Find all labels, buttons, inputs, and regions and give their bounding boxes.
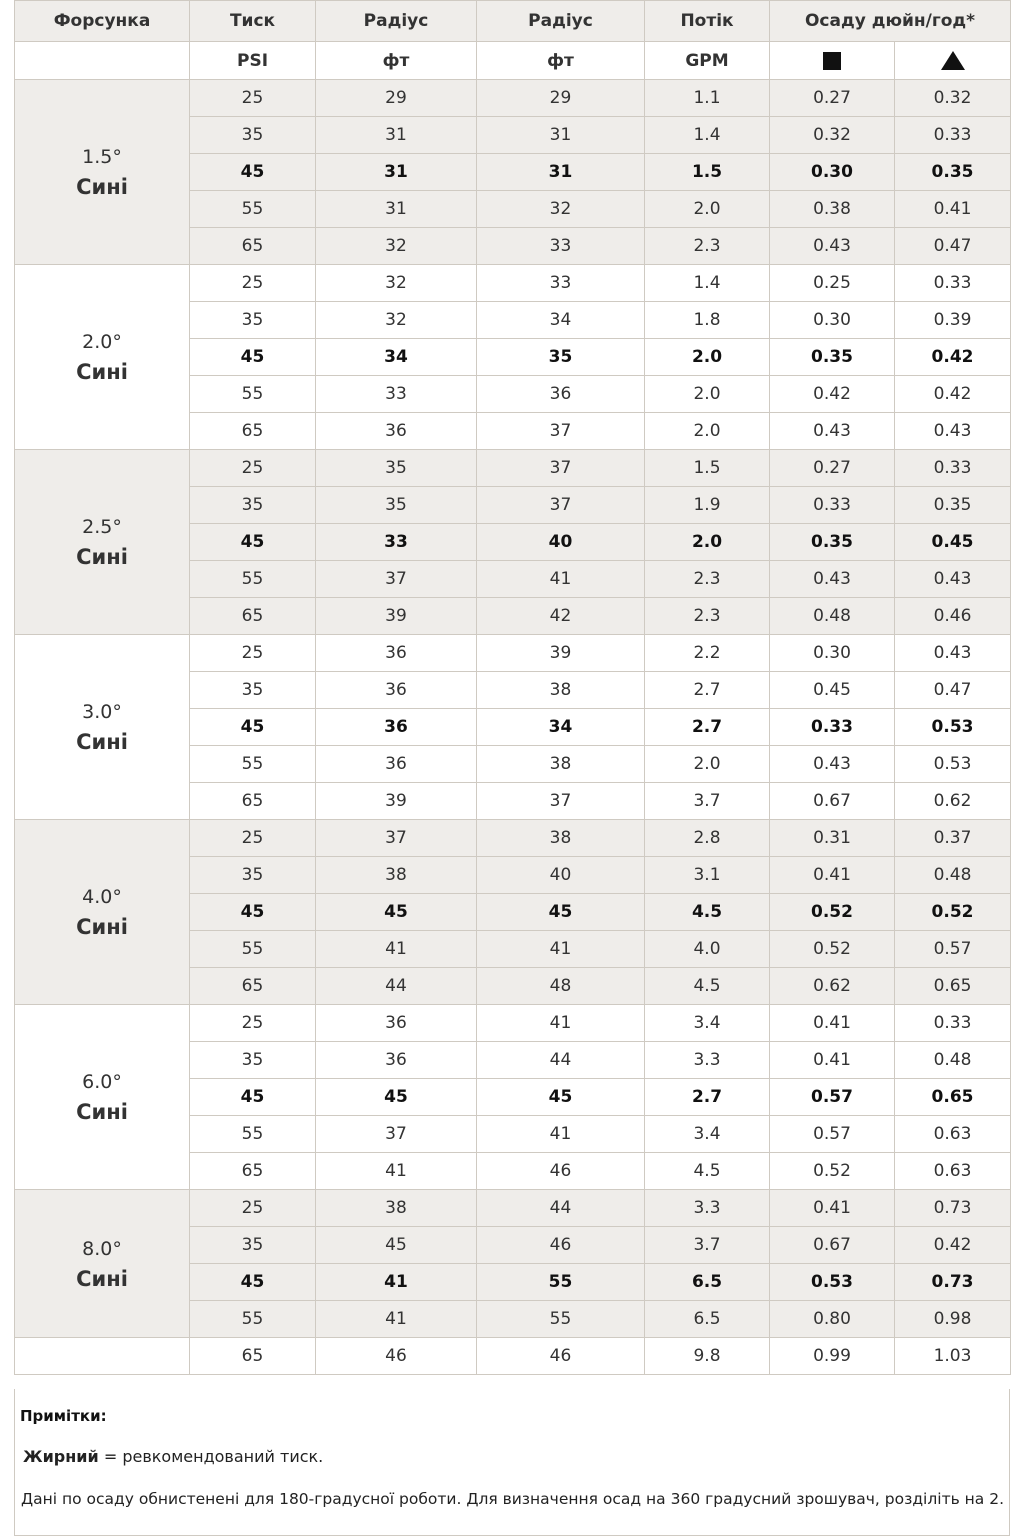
nozzle-group-label <box>15 635 190 820</box>
cell-radius-1: 38 <box>316 1190 477 1227</box>
cell-radius-2: 38 <box>477 820 645 857</box>
cell-radius-1: 38 <box>316 857 477 894</box>
cell-precip-triangle: 0.42 <box>895 1227 1011 1264</box>
cell-flow: 1.4 <box>645 117 770 154</box>
cell-flow: 2.0 <box>645 413 770 450</box>
cell-precip-square: 0.43 <box>770 746 895 783</box>
cell-radius-2: 38 <box>477 672 645 709</box>
cell-radius-1: 36 <box>316 709 477 746</box>
cell-flow: 1.1 <box>645 80 770 117</box>
table-row <box>15 635 1011 672</box>
cell-precip-triangle: 0.33 <box>895 117 1011 154</box>
cell-precip-triangle: 0.98 <box>895 1301 1011 1338</box>
nozzle-angle: 2.5° <box>82 516 122 538</box>
cell-radius-1: 33 <box>316 524 477 561</box>
cell-radius-2: 42 <box>477 598 645 635</box>
cell-pressure: 55 <box>190 746 316 783</box>
cell-flow: 2.3 <box>645 598 770 635</box>
cell-radius-2: 45 <box>477 1079 645 1116</box>
black-square-icon <box>823 52 841 70</box>
cell-precip-square: 0.52 <box>770 894 895 931</box>
cell-radius-2: 33 <box>477 228 645 265</box>
cell-radius-2: 46 <box>477 1338 645 1375</box>
cell-precip-square: 0.42 <box>770 376 895 413</box>
header-nozzle: Форсунка <box>15 1 190 42</box>
table-row <box>15 1005 1011 1042</box>
cell-pressure: 65 <box>190 228 316 265</box>
nozzle-group-label <box>15 265 190 450</box>
notes-panel <box>14 1389 1010 1536</box>
nozzle-color: Сині <box>76 360 128 384</box>
cell-radius-1: 39 <box>316 783 477 820</box>
cell-pressure: 55 <box>190 191 316 228</box>
cell-radius-1: 41 <box>316 931 477 968</box>
nozzle-color: Сині <box>76 545 128 569</box>
cell-precip-triangle: 0.33 <box>895 1005 1011 1042</box>
cell-radius-1: 44 <box>316 968 477 1005</box>
cell-flow: 2.8 <box>645 820 770 857</box>
cell-precip-triangle: 0.35 <box>895 154 1011 191</box>
table-row <box>15 450 1011 487</box>
cell-radius-2: 41 <box>477 1005 645 1042</box>
table-row <box>15 1338 1011 1375</box>
cell-flow: 2.7 <box>645 709 770 746</box>
cell-radius-1: 37 <box>316 561 477 598</box>
cell-pressure: 45 <box>190 339 316 376</box>
cell-precip-square: 0.27 <box>770 450 895 487</box>
cell-radius-1: 33 <box>316 376 477 413</box>
cell-precip-triangle: 0.32 <box>895 80 1011 117</box>
cell-precip-square: 0.80 <box>770 1301 895 1338</box>
nozzle-color: Сині <box>76 1100 128 1124</box>
cell-pressure: 45 <box>190 1079 316 1116</box>
unit-radius-2: фт <box>477 42 645 80</box>
cell-precip-square: 0.25 <box>770 265 895 302</box>
cell-pressure: 35 <box>190 487 316 524</box>
cell-precip-triangle: 0.47 <box>895 672 1011 709</box>
unit-triangle <box>895 42 1011 80</box>
cell-radius-2: 37 <box>477 413 645 450</box>
cell-precip-triangle: 0.65 <box>895 968 1011 1005</box>
cell-precip-square: 0.32 <box>770 117 895 154</box>
units-empty <box>15 42 190 80</box>
cell-pressure: 55 <box>190 1301 316 1338</box>
cell-flow: 2.0 <box>645 746 770 783</box>
nozzle-empty-cell <box>15 1338 190 1375</box>
cell-pressure: 25 <box>190 1005 316 1042</box>
cell-radius-2: 37 <box>477 450 645 487</box>
cell-precip-triangle: 0.41 <box>895 191 1011 228</box>
cell-pressure: 65 <box>190 598 316 635</box>
nozzle-color: Сині <box>76 1266 128 1291</box>
cell-radius-1: 31 <box>316 191 477 228</box>
cell-pressure: 35 <box>190 672 316 709</box>
cell-flow: 2.0 <box>645 524 770 561</box>
cell-pressure: 55 <box>190 931 316 968</box>
cell-radius-1: 45 <box>316 894 477 931</box>
cell-radius-2: 44 <box>477 1042 645 1079</box>
cell-radius-1: 45 <box>316 1227 477 1264</box>
cell-radius-2: 35 <box>477 339 645 376</box>
cell-pressure: 65 <box>190 968 316 1005</box>
cell-radius-2: 36 <box>477 376 645 413</box>
cell-pressure: 45 <box>190 154 316 191</box>
cell-radius-1: 31 <box>316 117 477 154</box>
cell-precip-triangle: 0.33 <box>895 265 1011 302</box>
cell-pressure: 55 <box>190 561 316 598</box>
cell-precip-triangle: 0.73 <box>895 1190 1011 1227</box>
header-precipitation: Осаду дюйн/год* <box>770 1 1011 42</box>
cell-flow: 3.1 <box>645 857 770 894</box>
cell-radius-2: 46 <box>477 1153 645 1190</box>
cell-radius-1: 37 <box>316 820 477 857</box>
cell-pressure: 45 <box>190 709 316 746</box>
cell-precip-triangle: 0.48 <box>895 1042 1011 1079</box>
cell-pressure: 45 <box>190 524 316 561</box>
cell-precip-square: 0.57 <box>770 1079 895 1116</box>
cell-radius-1: 35 <box>316 450 477 487</box>
cell-pressure: 65 <box>190 783 316 820</box>
cell-radius-1: 46 <box>316 1338 477 1375</box>
nozzle-color: Сині <box>76 915 128 939</box>
cell-pressure: 65 <box>190 413 316 450</box>
cell-flow: 3.3 <box>645 1190 770 1227</box>
cell-precip-square: 0.30 <box>770 302 895 339</box>
cell-precip-triangle: 0.37 <box>895 820 1011 857</box>
cell-precip-triangle: 0.65 <box>895 1079 1011 1116</box>
nozzle-color: Сині <box>76 175 128 199</box>
cell-radius-1: 36 <box>316 1005 477 1042</box>
cell-flow: 1.5 <box>645 450 770 487</box>
cell-precip-triangle: 0.35 <box>895 487 1011 524</box>
cell-precip-square: 0.48 <box>770 598 895 635</box>
cell-radius-1: 32 <box>316 302 477 339</box>
cell-flow: 2.0 <box>645 376 770 413</box>
cell-precip-square: 0.38 <box>770 191 895 228</box>
cell-radius-1: 36 <box>316 635 477 672</box>
cell-radius-2: 48 <box>477 968 645 1005</box>
cell-pressure: 35 <box>190 857 316 894</box>
cell-radius-2: 41 <box>477 1116 645 1153</box>
notes-bold-legend <box>23 1447 323 1466</box>
cell-precip-triangle: 0.42 <box>895 376 1011 413</box>
cell-precip-triangle: 1.03 <box>895 1338 1011 1375</box>
spec-sheet <box>14 0 1010 1536</box>
header-radius-1: Радіус <box>316 1 477 42</box>
cell-radius-2: 39 <box>477 635 645 672</box>
table-row <box>15 820 1011 857</box>
cell-radius-2: 45 <box>477 894 645 931</box>
cell-precip-triangle: 0.42 <box>895 339 1011 376</box>
cell-precip-square: 0.43 <box>770 561 895 598</box>
cell-precip-triangle: 0.53 <box>895 746 1011 783</box>
cell-pressure: 35 <box>190 302 316 339</box>
cell-flow: 2.7 <box>645 1079 770 1116</box>
cell-radius-1: 29 <box>316 80 477 117</box>
cell-radius-2: 55 <box>477 1301 645 1338</box>
cell-precip-triangle: 0.43 <box>895 561 1011 598</box>
cell-flow: 9.8 <box>645 1338 770 1375</box>
cell-precip-triangle: 0.46 <box>895 598 1011 635</box>
cell-precip-triangle: 0.39 <box>895 302 1011 339</box>
cell-precip-triangle: 0.33 <box>895 450 1011 487</box>
cell-pressure: 25 <box>190 450 316 487</box>
cell-precip-square: 0.31 <box>770 820 895 857</box>
cell-pressure: 65 <box>190 1338 316 1375</box>
cell-radius-2: 34 <box>477 302 645 339</box>
table-row <box>15 80 1011 117</box>
cell-precip-square: 0.52 <box>770 931 895 968</box>
cell-pressure: 25 <box>190 265 316 302</box>
cell-radius-2: 32 <box>477 191 645 228</box>
cell-flow: 1.4 <box>645 265 770 302</box>
cell-precip-triangle: 0.73 <box>895 1264 1011 1301</box>
cell-radius-2: 34 <box>477 709 645 746</box>
nozzle-angle: 6.0° <box>82 1071 122 1093</box>
cell-precip-triangle: 0.53 <box>895 709 1011 746</box>
cell-radius-2: 29 <box>477 80 645 117</box>
cell-radius-2: 31 <box>477 154 645 191</box>
cell-radius-2: 55 <box>477 1264 645 1301</box>
cell-pressure: 35 <box>190 1227 316 1264</box>
cell-flow: 6.5 <box>645 1301 770 1338</box>
cell-pressure: 25 <box>190 820 316 857</box>
cell-precip-triangle: 0.57 <box>895 931 1011 968</box>
cell-flow: 2.3 <box>645 228 770 265</box>
cell-radius-1: 35 <box>316 487 477 524</box>
nozzle-group-label <box>15 80 190 265</box>
header-pressure: Тиск <box>190 1 316 42</box>
cell-precip-square: 0.41 <box>770 1190 895 1227</box>
cell-precip-triangle: 0.48 <box>895 857 1011 894</box>
cell-pressure: 45 <box>190 894 316 931</box>
cell-radius-2: 41 <box>477 931 645 968</box>
table-body <box>15 80 1011 1375</box>
cell-radius-1: 39 <box>316 598 477 635</box>
table-row <box>15 1190 1011 1227</box>
cell-pressure: 65 <box>190 1153 316 1190</box>
cell-precip-triangle: 0.43 <box>895 413 1011 450</box>
cell-flow: 2.0 <box>645 191 770 228</box>
cell-radius-2: 41 <box>477 561 645 598</box>
cell-precip-triangle: 0.43 <box>895 635 1011 672</box>
cell-radius-1: 32 <box>316 265 477 302</box>
cell-radius-1: 41 <box>316 1301 477 1338</box>
header-radius-2: Радіус <box>477 1 645 42</box>
cell-radius-2: 40 <box>477 524 645 561</box>
table-row <box>15 265 1011 302</box>
cell-flow: 4.0 <box>645 931 770 968</box>
performance-table <box>14 0 1011 1375</box>
nozzle-color: Сині <box>76 730 128 754</box>
cell-pressure: 25 <box>190 1190 316 1227</box>
cell-flow: 1.8 <box>645 302 770 339</box>
nozzle-group-label <box>15 820 190 1005</box>
cell-pressure: 35 <box>190 1042 316 1079</box>
notes-bold-rest: = ревкомендований тиск. <box>98 1447 324 1466</box>
cell-radius-1: 36 <box>316 413 477 450</box>
cell-flow: 3.4 <box>645 1116 770 1153</box>
cell-precip-triangle: 0.45 <box>895 524 1011 561</box>
nozzle-angle: 8.0° <box>82 1237 122 1260</box>
cell-precip-square: 0.99 <box>770 1338 895 1375</box>
cell-radius-1: 37 <box>316 1116 477 1153</box>
cell-radius-1: 36 <box>316 746 477 783</box>
cell-flow: 2.0 <box>645 339 770 376</box>
cell-flow: 4.5 <box>645 1153 770 1190</box>
cell-radius-1: 36 <box>316 672 477 709</box>
cell-precip-square: 0.45 <box>770 672 895 709</box>
cell-precip-square: 0.53 <box>770 1264 895 1301</box>
cell-flow: 6.5 <box>645 1264 770 1301</box>
nozzle-angle: 1.5° <box>82 146 122 168</box>
cell-radius-2: 33 <box>477 265 645 302</box>
cell-flow: 3.4 <box>645 1005 770 1042</box>
cell-radius-1: 41 <box>316 1153 477 1190</box>
cell-pressure: 25 <box>190 635 316 672</box>
cell-precip-triangle: 0.62 <box>895 783 1011 820</box>
cell-precip-square: 0.41 <box>770 1005 895 1042</box>
nozzle-angle: 2.0° <box>82 331 122 353</box>
cell-radius-2: 37 <box>477 783 645 820</box>
cell-radius-1: 45 <box>316 1079 477 1116</box>
cell-precip-square: 0.41 <box>770 1042 895 1079</box>
nozzle-group-label <box>15 1005 190 1190</box>
cell-precip-square: 0.62 <box>770 968 895 1005</box>
cell-precip-square: 0.57 <box>770 1116 895 1153</box>
cell-pressure: 55 <box>190 1116 316 1153</box>
cell-flow: 2.7 <box>645 672 770 709</box>
cell-precip-square: 0.67 <box>770 783 895 820</box>
cell-flow: 4.5 <box>645 968 770 1005</box>
notes-bold-word: Жирний <box>23 1447 99 1466</box>
cell-flow: 4.5 <box>645 894 770 931</box>
cell-pressure: 45 <box>190 1264 316 1301</box>
nozzle-group-label <box>15 450 190 635</box>
cell-flow: 2.2 <box>645 635 770 672</box>
cell-pressure: 35 <box>190 117 316 154</box>
cell-flow: 3.7 <box>645 1227 770 1264</box>
header-row <box>15 1 1011 42</box>
unit-square <box>770 42 895 80</box>
cell-radius-1: 36 <box>316 1042 477 1079</box>
cell-precip-square: 0.35 <box>770 524 895 561</box>
cell-precip-square: 0.43 <box>770 413 895 450</box>
unit-pressure: PSI <box>190 42 316 80</box>
cell-precip-square: 0.27 <box>770 80 895 117</box>
notes-text: Дані по осаду обнистенені для 180-градусної роботи. Для визначення осад на 360 градусний зрошувач, розділіть на 2. <box>21 1490 1005 1508</box>
cell-precip-square: 0.43 <box>770 228 895 265</box>
cell-radius-2: 40 <box>477 857 645 894</box>
cell-flow: 1.5 <box>645 154 770 191</box>
cell-radius-1: 41 <box>316 1264 477 1301</box>
black-triangle-icon <box>941 51 965 70</box>
cell-flow: 1.9 <box>645 487 770 524</box>
header-flow: Потік <box>645 1 770 42</box>
cell-precip-triangle: 0.63 <box>895 1153 1011 1190</box>
unit-flow: GPM <box>645 42 770 80</box>
cell-radius-1: 31 <box>316 154 477 191</box>
nozzle-angle: 3.0° <box>82 701 122 723</box>
cell-precip-triangle: 0.47 <box>895 228 1011 265</box>
notes-title: Примітки: <box>20 1407 107 1425</box>
cell-precip-triangle: 0.52 <box>895 894 1011 931</box>
cell-precip-triangle: 0.63 <box>895 1116 1011 1153</box>
cell-radius-1: 34 <box>316 339 477 376</box>
cell-precip-square: 0.52 <box>770 1153 895 1190</box>
cell-radius-2: 31 <box>477 117 645 154</box>
cell-precip-square: 0.35 <box>770 339 895 376</box>
cell-precip-square: 0.30 <box>770 635 895 672</box>
cell-radius-1: 32 <box>316 228 477 265</box>
cell-flow: 3.7 <box>645 783 770 820</box>
cell-pressure: 25 <box>190 80 316 117</box>
cell-precip-square: 0.33 <box>770 487 895 524</box>
cell-radius-2: 46 <box>477 1227 645 1264</box>
nozzle-group-label <box>15 1190 190 1338</box>
nozzle-angle: 4.0° <box>82 886 122 908</box>
cell-pressure: 55 <box>190 376 316 413</box>
cell-radius-2: 37 <box>477 487 645 524</box>
cell-flow: 2.3 <box>645 561 770 598</box>
cell-radius-2: 44 <box>477 1190 645 1227</box>
cell-flow: 3.3 <box>645 1042 770 1079</box>
cell-precip-square: 0.33 <box>770 709 895 746</box>
cell-precip-square: 0.67 <box>770 1227 895 1264</box>
cell-radius-2: 38 <box>477 746 645 783</box>
cell-precip-square: 0.30 <box>770 154 895 191</box>
units-row <box>15 42 1011 80</box>
cell-precip-square: 0.41 <box>770 857 895 894</box>
unit-radius-1: фт <box>316 42 477 80</box>
